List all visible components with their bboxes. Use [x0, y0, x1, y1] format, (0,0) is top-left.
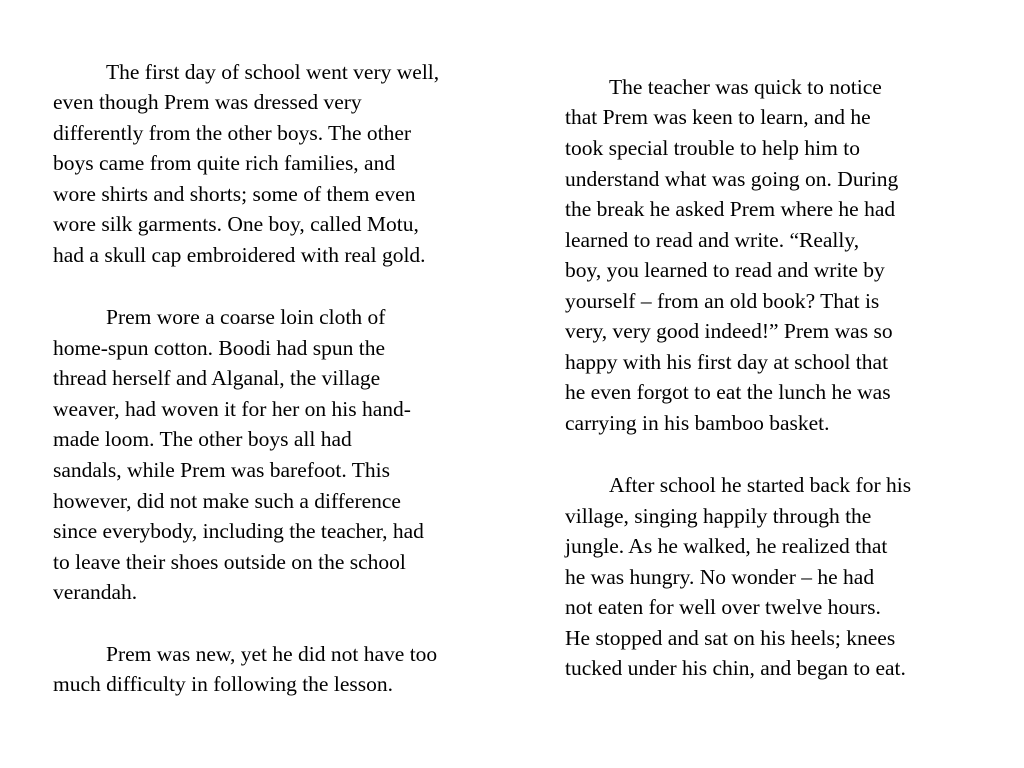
text-line: verandah. [53, 580, 138, 604]
text-line: he was hungry. No wonder – he had [565, 565, 875, 589]
text-line: carrying in his bamboo basket. [565, 411, 830, 435]
text-line: to leave their shoes outside on the school [53, 550, 406, 574]
text-line: much difficulty in following the lesson. [53, 672, 393, 696]
text-line: sandals, while Prem was barefoot. This [53, 458, 390, 482]
text-line: understand what was going on. During [565, 167, 899, 191]
text-line: that Prem was keen to learn, and he [565, 105, 871, 129]
text-line: the break he asked Prem where he had [565, 197, 896, 221]
text-line: made loom. The other boys all had [53, 427, 352, 451]
text-line: took special trouble to help him to [565, 136, 860, 160]
text-line: boys came from quite rich families, and [53, 151, 396, 175]
text-line: He stopped and sat on his heels; knees [565, 626, 896, 650]
text-line: Prem was new, yet he did not have too [106, 642, 438, 666]
text-line: learned to read and write. “Really, [565, 228, 860, 252]
text-line: The first day of school went very well, [106, 60, 440, 84]
text-line: Prem wore a coarse loin cloth of [106, 305, 386, 329]
text-line: differently from the other boys. The other [53, 121, 412, 145]
text-line: had a skull cap embroidered with real gold. [53, 243, 426, 267]
text-line: After school he started back for his [609, 473, 912, 497]
text-line: he even forgot to eat the lunch he was [565, 380, 891, 404]
text-line: yourself – from an old book? That is [565, 289, 880, 313]
text-line: home-spun cotton. Boodi had spun the [53, 336, 386, 360]
text-line: thread herself and Alganal, the village [53, 366, 381, 390]
text-line: very, very good indeed!” Prem was so [565, 319, 893, 343]
text-line: wore shirts and shorts; some of them even [53, 182, 416, 206]
text-line: jungle. As he walked, he realized that [565, 534, 888, 558]
text-line: wore silk garments. One boy, called Motu, [53, 212, 419, 236]
text-line: weaver, had woven it for her on his hand- [53, 397, 411, 421]
text-line: The teacher was quick to notice [609, 75, 882, 99]
text-line: however, did not make such a difference [53, 489, 401, 513]
text-line: even though Prem was dressed very [53, 90, 362, 114]
text-line: not eaten for well over twelve hours. [565, 595, 881, 619]
text-line: since everybody, including the teacher, had [53, 519, 424, 543]
text-line: boy, you learned to read and write by [565, 258, 885, 282]
text-line: tucked under his chin, and began to eat. [565, 656, 906, 680]
text-line: village, singing happily through the [565, 504, 872, 528]
text-line: happy with his first day at school that [565, 350, 889, 374]
